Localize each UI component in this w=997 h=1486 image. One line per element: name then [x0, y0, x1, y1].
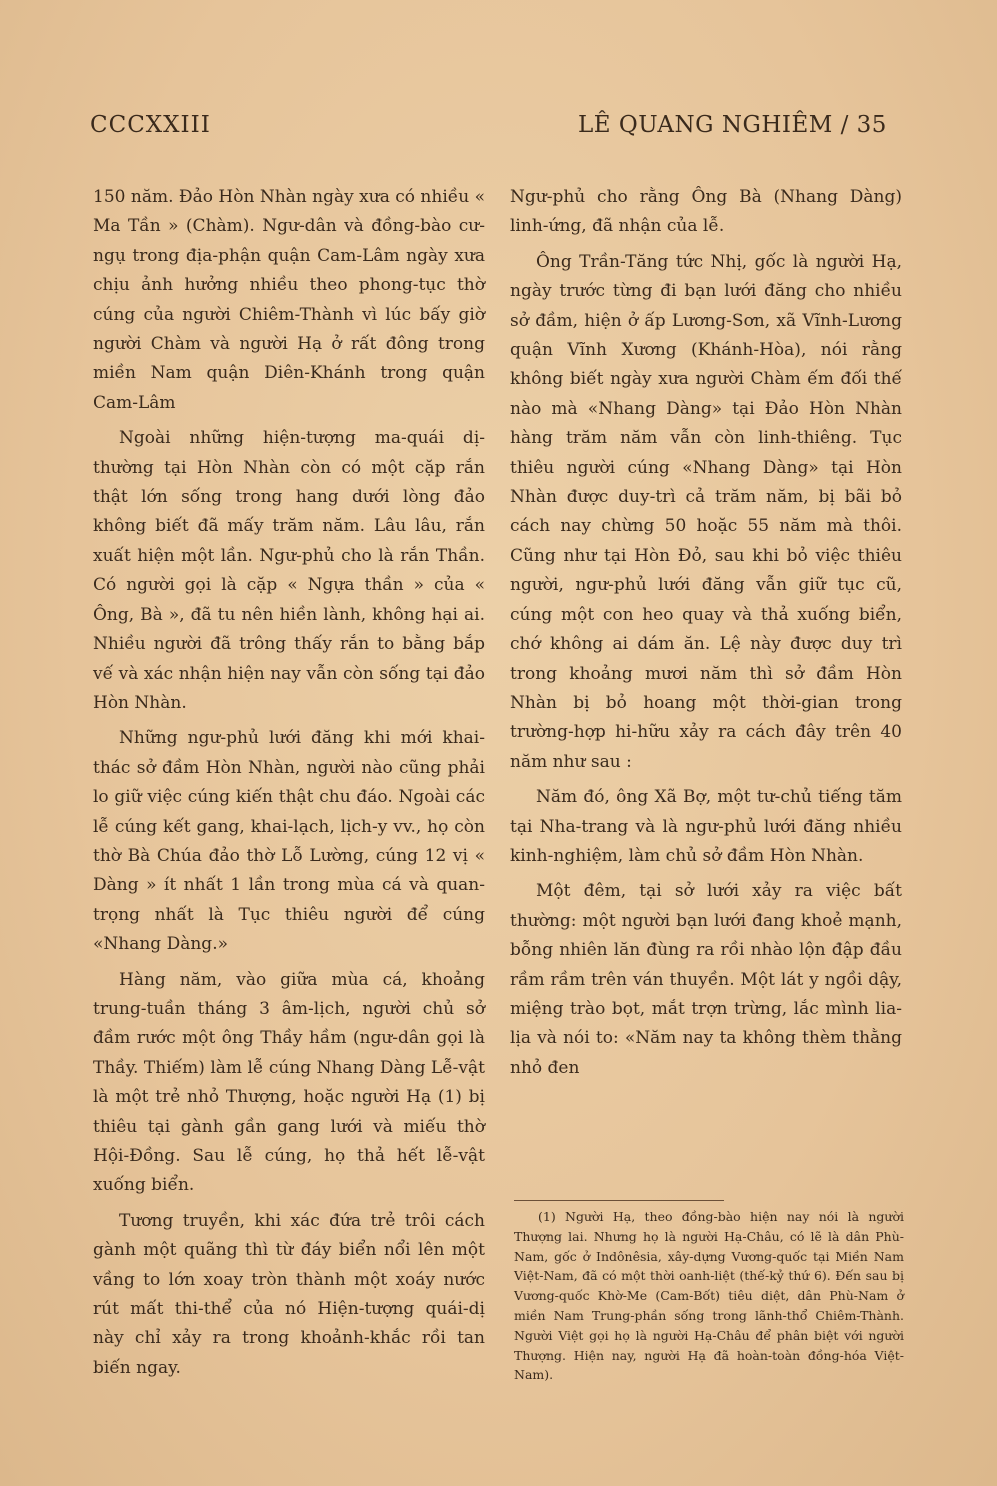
- chapter-number: CCCXXIII: [90, 112, 211, 138]
- paragraph: Hàng năm, vào giữa mùa cá, khoảng trung-tuần tháng 3 âm-lịch, người chủ sở đầm rước một ông Thầy hầm (ngư-dân gọi là Thầy. Thiếm) làm lễ cúng Nhang Dàng Lễ-vật là một trẻ nhỏ Thượng, hoặc người Hạ (1) bị thiêu tại gành gần gang lưới và miếu thờ Hội-Đồng. Sau lễ cúng, họ thả hết lễ-vật xuống biển.: [93, 969, 485, 1196]
- footnote-divider: [514, 1200, 724, 1201]
- paragraph: 150 năm. Đảo Hòn Nhàn ngày xưa có nhiều « Ma Tần » (Chàm). Ngư-dân và đồng-bào cư-ngụ trong địa-phận quận Cam-Lâm ngày xưa chịu ảnh hưởng nhiều theo phong-tục thờ cúng của người Chiêm-Thành vì lúc bấy giờ người Chàm và người Hạ ở rất đông trong miền Nam quận Diên-Khánh trong quận Cam-Lâm: [93, 187, 485, 413]
- paragraph: Ngoài những hiện-tượng ma-quái dị-thường tại Hòn Nhàn còn có một cặp rắn thật lớn sống trong hang dưới lòng đảo không biết đã mấy trăm năm. Lâu lâu, rắn xuất hiện một lần. Ngư-phủ cho là rắn Thần. Có người gọi là cặp « Ngựa thần » của « Ông, Bà », đã tu nên hiền lành, không hại ai. Nhiều người đã trông thấy rắn to bằng bắp vế và xác nhận hiện nay vẫn còn sống tại đảo Hòn Nhàn.: [93, 428, 485, 713]
- author-page-number: LÊ QUANG NGHIÊM / 35: [578, 112, 887, 138]
- paragraph: Tương truyền, khi xác đứa trẻ trôi cách gành một quãng thì từ đáy biển nổi lên một vầng to lớn xoay tròn thành một xoáy nước rút mất thi-thể của nó Hiện-tượng quái-dị này chỉ xảy ra trong khoảnh-khắc rồi tan biến ngay.: [93, 1210, 485, 1378]
- paragraph: Những ngư-phủ lưới đăng khi mới khai-thác sở đầm Hòn Nhàn, người nào cũng phải lo giữ việc cúng kiến thật chu đáo. Ngoài các lễ cúng kết gang, khai-lạch, lịch-y vv., họ còn thờ Bà Chúa đảo thờ Lỗ Lường, cúng 12 vị « Dàng » ít nhất 1 lần trong mùa cá và quan-trọng nhất là Tục thiêu người để cúng «Nhang Dàng.»: [93, 728, 485, 955]
- paragraph: Ông Trần-Tăng tức Nhị, gốc là người Hạ, ngày trước từng đi bạn lưới đăng cho nhiều sở đầm, hiện ở ấp Lương-Sơn, xã Vĩnh-Lương quận Vĩnh Xương (Khánh-Hòa), nói rằng không biết ngày xưa người Chàm ếm đối thế nào mà «Nhang Dàng» tại Đảo Hòn Nhàn hàng trăm năm vẫn còn linh-thiêng. Tục thiêu người cúng «Nhang Dàng» tại Hòn Nhàn được duy-trì cả trăm năm, bị bãi bỏ cách nay chừng 50 hoặc 55 năm mà thôi. Cũng như tại Hòn Đỏ, sau khi bỏ việc thiêu người, ngư-phủ lưới đăng vẫn giữ tục cũ, cúng một con heo quay và thả xuống biển, chớ không ai dám ăn. Lệ này được duy trì trong khoảng mươi năm thì sở đầm Hòn Nhàn bị bỏ hoang một thời-gian trong trường-hợp hi-hữu xảy ra cách đây trên 40 năm như sau :: [510, 251, 902, 772]
- paragraph: Năm đó, ông Xã Bợ, một tư-chủ tiếng tăm tại Nha-trang và là ngư-phủ lưới đăng nhiều kinh-nghiệm, làm chủ sở đầm Hòn Nhàn.: [510, 787, 902, 866]
- paragraph: Một đêm, tại sở lưới xảy ra việc bất thường: một người bạn lưới đang khoẻ mạnh, bỗng nhiên lăn đùng ra rồi nhào lộn đập đầu rầm rầm trên ván thuyền. Một lát y ngồi dậy, miệng trào bọt, mắt trợn trừng, lắc mình lia-lịa và nói to: «Năm nay ta không thèm thằng nhỏ đen: [510, 881, 902, 1078]
- paragraph: Ngư-phủ cho rằng Ông Bà (Nhang Dàng) linh-ứng, đã nhận của lễ.: [510, 187, 902, 237]
- footnote: (1) Người Hạ, theo đồng-bào hiện nay nói là người Thượng lai. Nhưng họ là người Hạ-Châu, có lẽ là dân Phù-Nam, gốc ở Indônêsia, xây-dựng Vương-quốc tại Miền Nam Việt-Nam, đã có một thời oanh-liệt (thế-kỷ thứ 6). Đến sau bị Vương-quốc Khờ-Me (Cam-Bốt) tiêu diệt, dân Phù-Nam ở miền Nam Trung-phần sống trong lãnh-thổ Chiêm-Thành. Người Việt gọi họ là người Hạ-Châu để phân biệt với người Thượng. Hiện nay, người Hạ đã hoàn-toàn đồng-hóa Việt-Nam).: [514, 1209, 904, 1383]
- right-column: [510, 183, 902, 1083]
- page-header: [0, 112, 997, 152]
- left-column: [93, 183, 485, 1383]
